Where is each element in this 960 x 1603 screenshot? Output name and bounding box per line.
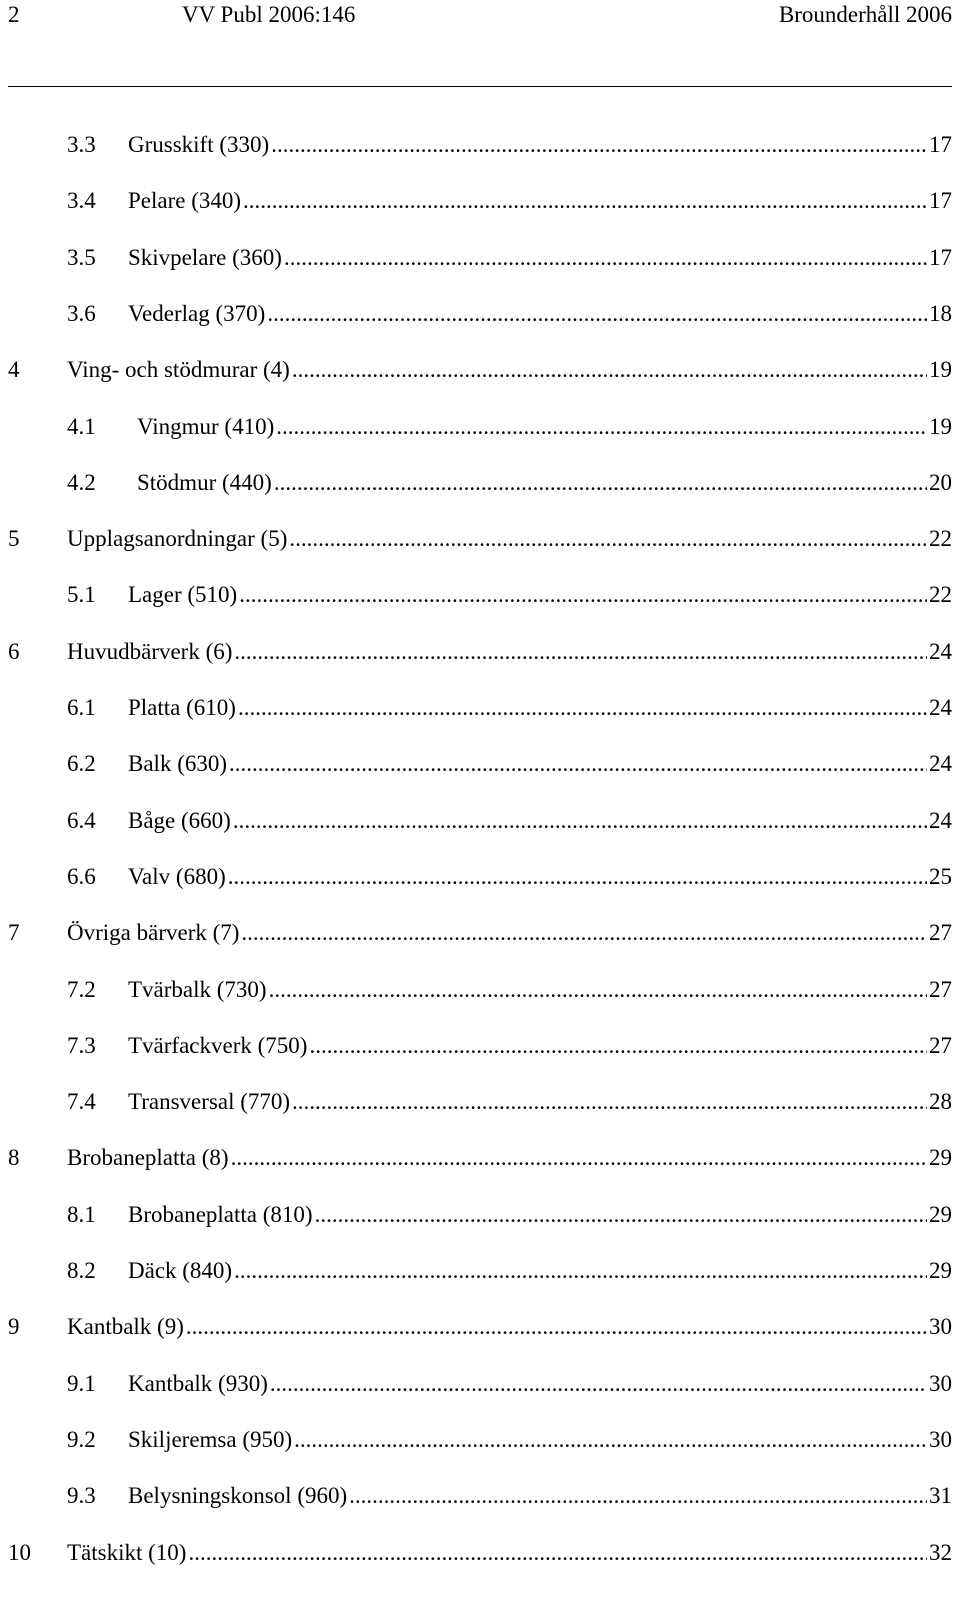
toc-entry-label: Ving- och stödmurar (4) [67, 357, 290, 383]
toc-entry[interactable] [0, 355, 960, 385]
toc-entry-label: Brobaneplatta (8) [67, 1145, 229, 1171]
toc-entry-page: 30 [929, 1426, 952, 1452]
publication-id: VV Publ 2006:146 [182, 2, 356, 27]
toc-entry[interactable] [0, 412, 960, 442]
toc-entry-number: 3.4 [67, 188, 96, 214]
toc-entry-page: 22 [929, 526, 952, 552]
toc-entry-number: 9.3 [67, 1483, 96, 1509]
header-rule [8, 86, 952, 87]
toc-entry[interactable] [0, 1481, 960, 1511]
toc-entry-label: Pelare (340) [128, 188, 242, 214]
toc-entry-body [128, 1481, 952, 1511]
toc-entry-number: 9 [8, 1314, 20, 1340]
toc-entry-label: Vederlag (370) [128, 300, 266, 326]
toc-entry-body [137, 412, 952, 442]
toc-entry-label: Belysningskonsol (960) [128, 1483, 348, 1509]
toc-entry[interactable] [0, 1425, 960, 1455]
toc-entry-number: 4 [8, 357, 20, 383]
toc-entry[interactable] [0, 186, 960, 216]
toc-entry-page: 17 [929, 132, 952, 157]
toc-entry-body [128, 1425, 952, 1455]
dot-leader [269, 975, 927, 1005]
toc-entry-page: 18 [929, 300, 952, 326]
toc-entry[interactable] [0, 749, 960, 779]
toc-entry-number: 7 [8, 920, 20, 946]
toc-entry-body [128, 806, 952, 836]
toc-entry-body [128, 975, 952, 1005]
toc-entry-body [128, 1087, 952, 1117]
dot-leader [292, 1087, 927, 1117]
dot-leader [229, 749, 927, 779]
page-number: 2 [8, 2, 20, 27]
toc-entry-label: Platta (610) [128, 695, 236, 720]
toc-entry-label: Balk (630) [128, 751, 228, 777]
toc-entry-page: 17 [929, 244, 952, 270]
toc-entry-body [128, 243, 952, 273]
toc-entry-number: 6.2 [67, 751, 96, 777]
dot-leader [292, 355, 927, 385]
toc-entry-body [128, 1369, 952, 1399]
toc-entry-page: 17 [929, 188, 952, 214]
toc-entry-page: 27 [929, 976, 952, 1002]
toc-entry-label: Upplagsanordningar (5) [67, 526, 288, 552]
toc-entry-body [128, 1200, 952, 1230]
toc-entry-label: Lager (510) [128, 582, 238, 608]
toc-entry-page: 29 [929, 1145, 952, 1171]
toc-entry-label: Transversal (770) [128, 1089, 291, 1115]
toc-entry-body [67, 355, 952, 385]
toc-entry-page: 24 [929, 751, 952, 777]
toc-entry[interactable] [0, 524, 960, 554]
toc-entry-page: 24 [929, 695, 952, 720]
dot-leader [228, 862, 927, 892]
toc-entry-number: 6.6 [67, 863, 96, 889]
toc-entry-body [128, 862, 952, 892]
toc-entry-body [67, 1312, 952, 1342]
toc-entry[interactable] [0, 299, 960, 329]
toc-entry-body [67, 1143, 952, 1173]
toc-entry-body [128, 186, 952, 216]
toc-entry-body [128, 749, 952, 779]
toc-entry-number: 5.1 [67, 582, 96, 608]
dot-leader [233, 806, 927, 836]
toc-entry-label: Valv (680) [128, 863, 226, 889]
toc-entry-label: Tvärbalk (730) [128, 976, 267, 1002]
toc-entry[interactable] [0, 1143, 960, 1173]
toc-entry-number: 8.1 [67, 1201, 96, 1227]
toc-entry-number: 6 [8, 638, 20, 664]
toc-entry-page: 27 [929, 1032, 952, 1058]
toc-entry-page: 30 [929, 1370, 952, 1396]
dot-leader [234, 1256, 927, 1286]
dot-leader [267, 299, 927, 329]
toc-entry-number: 3.6 [67, 300, 96, 326]
toc-entry[interactable] [0, 1200, 960, 1230]
toc-entry[interactable] [0, 468, 960, 498]
page-header [0, 0, 960, 40]
dot-leader [274, 468, 927, 498]
toc-entry-body [128, 130, 952, 160]
toc-entry[interactable] [0, 637, 960, 667]
dot-leader [186, 1312, 927, 1342]
dot-leader [241, 918, 927, 948]
toc-entry-page: 29 [929, 1201, 952, 1227]
toc-entry-label: Kantbalk (9) [67, 1314, 184, 1340]
toc-entry-body [128, 1031, 952, 1061]
toc-entry-page: 31 [929, 1483, 952, 1509]
toc-entry-page: 30 [929, 1314, 952, 1340]
toc-entry[interactable] [0, 693, 960, 723]
toc-entry-number: 7.3 [67, 1032, 96, 1058]
toc-entry[interactable] [0, 1369, 960, 1399]
toc-entry-label: Grusskift (330) [128, 132, 270, 157]
toc-entry-number: 8 [8, 1145, 20, 1171]
toc-entry-number: 6.1 [67, 695, 96, 720]
toc-entry-label: Tätskikt (10) [67, 1539, 187, 1565]
toc-entry-label: Övriga bärverk (7) [67, 920, 240, 946]
dot-leader [239, 580, 927, 610]
toc-entry-page: 28 [929, 1089, 952, 1115]
toc-entry-label: Skivpelare (360) [128, 244, 282, 270]
toc-entry-page: 25 [929, 863, 952, 889]
toc-entry[interactable] [0, 1256, 960, 1286]
toc-entry-page: 22 [929, 582, 952, 608]
toc-entry-number: 3.5 [67, 244, 96, 270]
toc-entry-body [128, 1256, 952, 1286]
toc-entry[interactable] [0, 243, 960, 273]
toc-entry-body [128, 299, 952, 329]
toc-entry[interactable] [0, 580, 960, 610]
toc-entry-body [67, 918, 952, 948]
toc-entry-number: 3.3 [67, 132, 96, 157]
toc-entry-number: 10 [8, 1539, 31, 1565]
toc-entry[interactable] [0, 918, 960, 948]
toc-entry-page: 19 [929, 413, 952, 439]
dot-leader [270, 1369, 927, 1399]
toc-entry[interactable] [0, 1538, 960, 1568]
toc-entry-page: 20 [929, 469, 952, 495]
toc-entry-label: Däck (840) [128, 1258, 233, 1283]
toc-entry-label: Båge (660) [128, 807, 231, 833]
dot-leader [238, 693, 927, 723]
toc-entry-number: 6.4 [67, 807, 96, 833]
dot-leader [289, 524, 927, 554]
toc-entry-number: 9.1 [67, 1370, 96, 1396]
toc-entry-page: 19 [929, 357, 952, 383]
toc-entry-label: Kantbalk (930) [128, 1370, 268, 1396]
toc-entry[interactable] [0, 1031, 960, 1061]
toc-entry-page: 32 [929, 1539, 952, 1565]
dot-leader [231, 1143, 927, 1173]
toc-entry-page: 24 [929, 638, 952, 664]
toc-entry[interactable] [0, 1087, 960, 1117]
toc-entry-number: 9.2 [67, 1426, 96, 1452]
toc-entry-number: 7.2 [67, 976, 96, 1002]
document-title: Brounderhåll 2006 [778, 2, 952, 27]
toc-entry[interactable] [0, 975, 960, 1005]
toc-entry-body [128, 580, 952, 610]
toc-entry-label: Brobaneplatta (810) [128, 1201, 313, 1227]
toc-entry-body [67, 524, 952, 554]
dot-leader [234, 637, 927, 667]
toc-entry-number: 5 [8, 526, 20, 552]
toc-entry-label: Huvudbärverk (6) [67, 638, 233, 664]
toc-entry[interactable] [0, 130, 960, 160]
toc-entry-body [128, 693, 952, 723]
dot-leader [315, 1200, 927, 1230]
toc-entry-label: Tvärfackverk (750) [128, 1032, 308, 1058]
dot-leader [243, 186, 927, 216]
toc-entry-label: Vingmur (410) [137, 413, 275, 439]
dot-leader [294, 1425, 927, 1455]
dot-leader [349, 1481, 927, 1511]
dot-leader [271, 130, 927, 160]
toc-entry-label: Skiljeremsa (950) [128, 1426, 293, 1452]
toc-entry-number: 4.2 [67, 469, 96, 495]
toc-entry-page: 29 [929, 1258, 952, 1283]
dot-leader [284, 243, 927, 273]
toc-entry-number: 7.4 [67, 1089, 96, 1115]
dot-leader [188, 1538, 927, 1568]
dot-leader [309, 1031, 927, 1061]
toc-entry-page: 27 [929, 920, 952, 946]
toc-entry-page: 24 [929, 807, 952, 833]
dot-leader [276, 412, 927, 442]
toc-entry-body [137, 468, 952, 498]
toc-entry-body [67, 637, 952, 667]
toc-entry[interactable] [0, 1312, 960, 1342]
toc-entry-number: 8.2 [67, 1258, 96, 1283]
toc-entry[interactable] [0, 806, 960, 836]
toc-entry-label: Stödmur (440) [137, 469, 272, 495]
toc-entry[interactable] [0, 862, 960, 892]
toc-entry-body [67, 1538, 952, 1568]
toc-entry-number: 4.1 [67, 413, 96, 439]
